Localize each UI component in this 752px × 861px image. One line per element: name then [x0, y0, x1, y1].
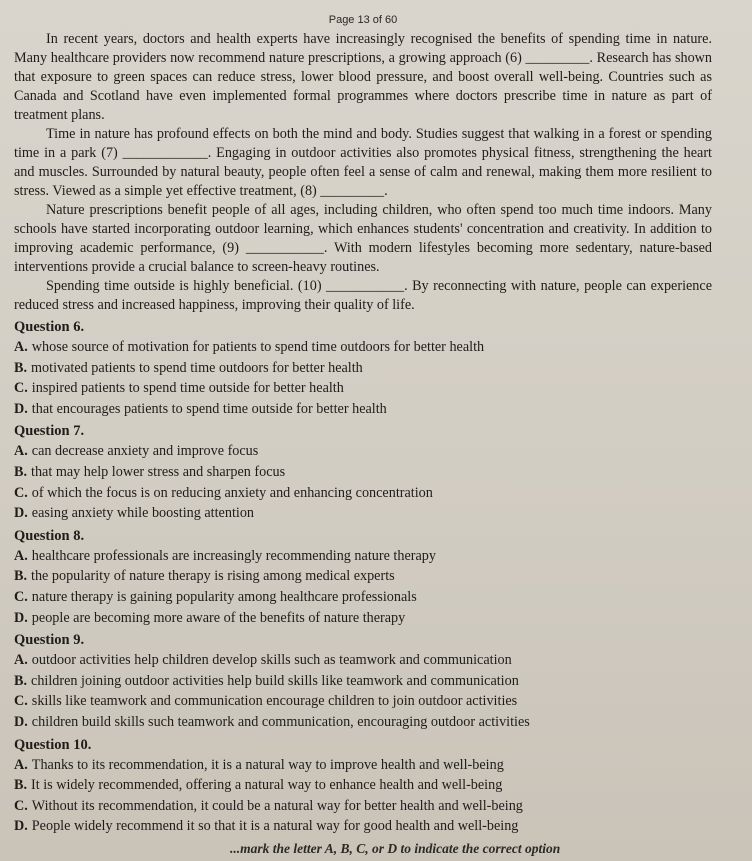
option-b: B. the popularity of nature therapy is rising among medical experts	[14, 568, 395, 585]
option-d: D. children build skills such teamwork and communication, encouraging outdoor activities	[14, 713, 530, 730]
page-number: Page 13 of 60	[328, 14, 398, 26]
next-section-instruction: ...mark the letter A, B, C, or D to indicate the correct option	[230, 841, 561, 856]
question-block-6	[14, 317, 712, 419]
question-title: Question 10.	[14, 736, 92, 753]
passage-paragraph-1: In recent years, doctors and health experts have increasingly recognised the benefits of spending time in nature. Many healthcare providers now recommend nature prescriptions, a growing approach (6) _________. Research has shown that exposure to green spaces can reduce stress, lower blood pressure, and boost overall well-being. Countries such as Canada and Scotland have even implemented formal programmes where doctors prescribe time in nature as part of treatment plans.	[14, 31, 712, 123]
question-block-9	[14, 630, 712, 732]
option-a: A. Thanks to its recommendation, it is a natural way to improve health and well-being	[14, 756, 504, 773]
question-title: Question 6.	[14, 319, 85, 335]
option-c: C. Without its recommendation, it could be a natural way for better health and well-being	[14, 797, 523, 814]
option-c: C. nature therapy is gaining popularity among healthcare professionals	[14, 588, 417, 605]
option-c: C. of which the focus is on reducing anxiety and enhancing concentration	[14, 484, 433, 501]
question-title: Question 9.	[14, 632, 85, 649]
option-a: A. whose source of motivation for patients to spend time outdoors for better health	[14, 339, 485, 355]
option-b: B. It is widely recommended, offering a natural way to enhance health and well-being	[14, 777, 503, 794]
passage-paragraph-3: Nature prescriptions benefit people of all ages, including children, who often spend too much time indoors. Many schools have started incorporating outdoor learning, which enhances students' concentration and creativity. In addition to improving academic performance, (9) ___________. With modern lifestyles becoming more sedentary, nature-based interventions provide a crucial balance to screen-heavy routines.	[14, 202, 712, 275]
question-block-10	[14, 735, 712, 837]
option-b: B. motivated patients to spend time outdoors for better health	[14, 359, 363, 376]
passage-paragraph-2: Time in nature has profound effects on both the mind and body. Studies suggest that walking in a forest or spending time in a park (7) ____________. Engaging in outdoor activities also promotes physical fitness, strengthening the heart and muscles. Surrounded by natural beauty, people often feel a sense of calm and renewal, making them more resilient to stress. Viewed as a simple yet effective treatment, (8) _________.	[14, 126, 712, 199]
question-title: Question 8.	[14, 527, 85, 544]
option-b: B. children joining outdoor activities help build skills like teamwork and communication	[14, 672, 519, 689]
option-a: A. outdoor activities help children develop skills such as teamwork and communication	[14, 652, 512, 669]
question-block-8	[14, 526, 712, 628]
option-d: D. People widely recommend it so that it is a natural way for good health and well-being	[14, 818, 519, 835]
option-b: B. that may help lower stress and sharpen focus	[14, 463, 286, 480]
option-a: A. can decrease anxiety and improve focus	[14, 443, 259, 460]
question-block-7	[14, 421, 712, 523]
option-d: D. easing anxiety while boosting attention	[14, 505, 255, 522]
passage	[14, 30, 712, 315]
question-title: Question 7.	[14, 423, 85, 440]
option-c: C. inspired patients to spend time outside for better health	[14, 380, 344, 397]
option-d: D. people are becoming more aware of the benefits of nature therapy	[14, 609, 406, 626]
passage-paragraph-4: Spending time outside is highly beneficial. (10) ___________. By reconnecting with nature, people can experience reduced stress and increased happiness, improving their quality of life.	[14, 278, 712, 313]
option-c: C. skills like teamwork and communication encourage children to join outdoor activities	[14, 693, 518, 710]
option-a: A. healthcare professionals are increasingly recommending nature therapy	[14, 547, 436, 564]
option-d: D. that encourages patients to spend time outside for better health	[14, 400, 387, 417]
